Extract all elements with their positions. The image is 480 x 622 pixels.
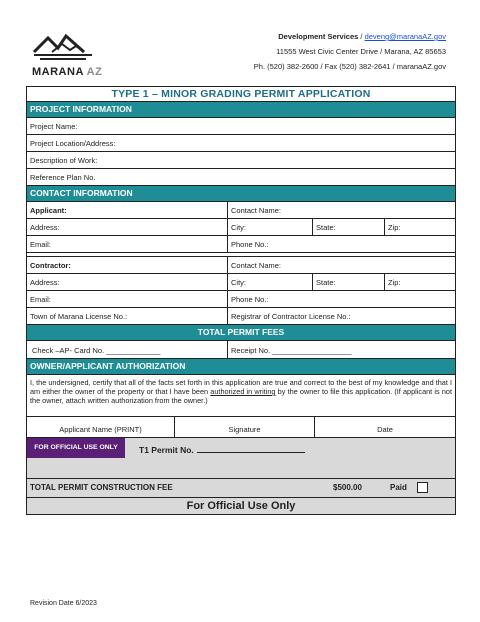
fee-amount: $500.00 xyxy=(333,483,362,492)
field-signature[interactable]: Signature xyxy=(174,417,314,437)
official-use-section xyxy=(27,438,455,479)
section-contact-information: CONTACT INFORMATION xyxy=(27,186,455,202)
field-registrar-license[interactable]: Registrar of Contractor License No.: xyxy=(227,308,455,324)
field-contractor-address[interactable]: Address: xyxy=(30,278,60,287)
field-date[interactable]: Date xyxy=(314,417,455,437)
field-project-location[interactable]: Project Location/Address: xyxy=(30,139,116,148)
field-applicant-state[interactable]: State: xyxy=(312,219,384,235)
field-town-license[interactable]: Town of Marana License No.: xyxy=(30,312,128,321)
section-project-information: PROJECT INFORMATION xyxy=(27,102,455,118)
field-contractor-contact-name[interactable]: Contact Name: xyxy=(227,257,455,273)
field-receipt-no[interactable]: Receipt No. ___________________ xyxy=(227,341,455,358)
logo-text: MARANA AZ xyxy=(32,66,103,78)
field-applicant[interactable]: Applicant: xyxy=(30,206,67,215)
field-applicant-email[interactable]: Email: xyxy=(30,240,51,249)
official-use-badge: FOR OFFICIAL USE ONLY xyxy=(27,438,125,458)
field-applicant-phone[interactable]: Phone No.: xyxy=(227,236,455,252)
field-applicant-name-print[interactable]: Applicant Name (PRINT) xyxy=(59,425,142,434)
field-contractor[interactable]: Contractor: xyxy=(30,261,71,270)
official-use-footer: For Official Use Only xyxy=(27,498,455,514)
section-total-permit-fees: TOTAL PERMIT FEES xyxy=(27,325,455,341)
field-project-name[interactable]: Project Name: xyxy=(30,122,78,131)
field-contractor-zip[interactable]: Zip: xyxy=(384,274,455,290)
field-t1-permit-no[interactable]: T1 Permit No. xyxy=(139,444,305,455)
field-applicant-city[interactable]: City: xyxy=(227,219,312,235)
field-reference-plan[interactable]: Reference Plan No. xyxy=(30,173,96,182)
field-contractor-phone[interactable]: Phone No.: xyxy=(227,291,455,307)
fee-label: TOTAL PERMIT CONSTRUCTION FEE xyxy=(30,483,173,492)
field-applicant-address[interactable]: Address: xyxy=(30,223,60,232)
field-check-card-no[interactable]: Check –AP- Card No. _____________ xyxy=(32,346,161,355)
email-link[interactable]: deveng@maranaAZ.gov xyxy=(364,32,446,41)
field-contractor-state[interactable]: State: xyxy=(312,274,384,290)
certification-text: I, the undersigned, certify that all of the facts set forth in this application are true and correct to the best of my knowledge and that I am either the owner of the property or that I have been authorized in writing by the owner to file this application. (If applicant is not the owner, attach written authorization from the owner.) xyxy=(27,375,455,417)
field-contractor-email[interactable]: Email: xyxy=(30,295,51,304)
paid-checkbox[interactable] xyxy=(417,482,428,493)
field-applicant-zip[interactable]: Zip: xyxy=(384,219,455,235)
header-phone: Ph. (520) 382-2600 / Fax (520) 382-2641 / maranaAZ.gov xyxy=(253,62,446,71)
field-applicant-contact-name[interactable]: Contact Name: xyxy=(227,202,455,218)
revision-date: Revision Date 6/2023 xyxy=(30,600,97,607)
permit-form xyxy=(26,86,456,515)
section-owner-authorization: OWNER/APPLICANT AUTHORIZATION xyxy=(27,359,455,375)
paid-label: Paid xyxy=(390,483,407,492)
field-description-of-work[interactable]: Description of Work: xyxy=(30,156,98,165)
header-contact-line: Development Services / deveng@maranaAZ.gov xyxy=(278,32,446,41)
form-title: TYPE 1 – MINOR GRADING PERMIT APPLICATION xyxy=(27,87,455,102)
header-address: 11555 West Civic Center Drive / Marana, AZ 85653 xyxy=(276,47,446,56)
construction-fee-row xyxy=(27,479,455,498)
field-contractor-city[interactable]: City: xyxy=(227,274,312,290)
